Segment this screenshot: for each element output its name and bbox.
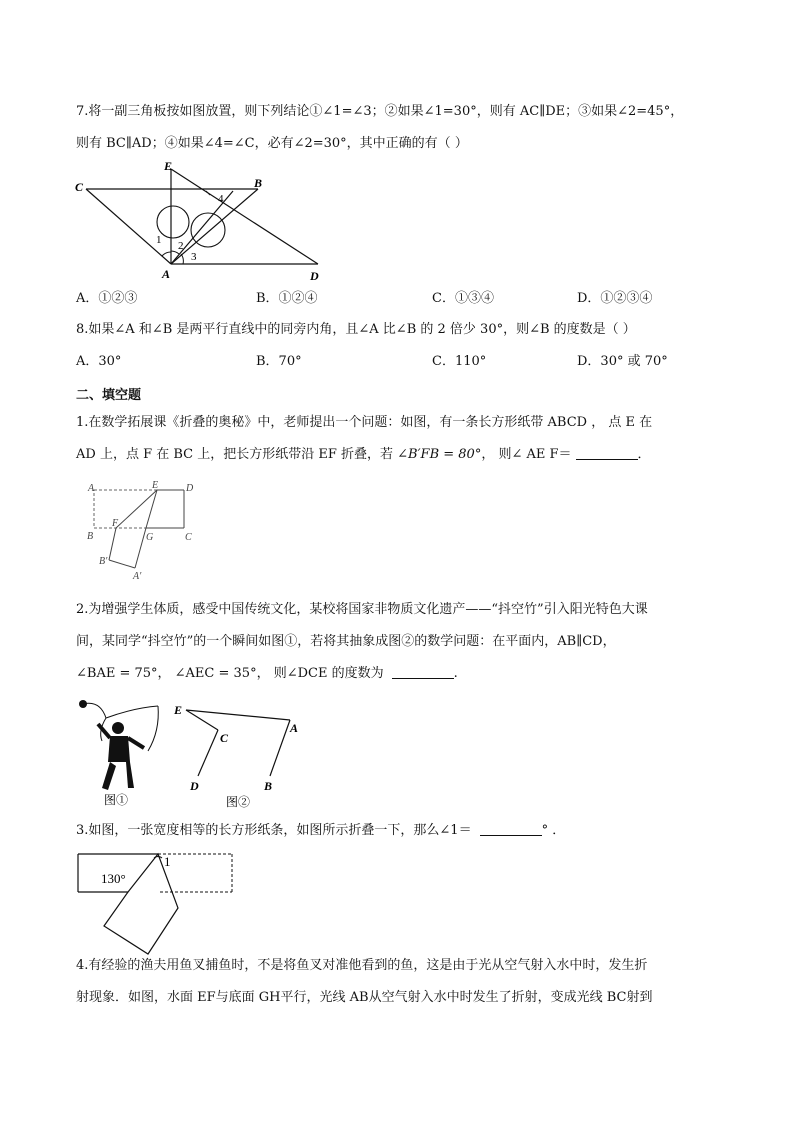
- q7-angle-2: 2: [178, 240, 184, 252]
- f3-angle-1: 1: [164, 854, 171, 869]
- f1-label-f: F: [112, 518, 119, 529]
- f3-text-line1-a: 3.如图，一张宽度相等的长方形纸条，如图所示折叠一下，那么∠1＝: [76, 823, 472, 838]
- q7-angle-1: 1: [156, 234, 162, 246]
- f2-label-d: D: [190, 779, 199, 793]
- f2-text-line3: [76, 664, 458, 684]
- q7-triangle-figure: [72, 158, 332, 282]
- f3-text-line1: [76, 821, 565, 841]
- f2-geometry-figure: [168, 698, 308, 810]
- f2-answer-blank[interactable]: [392, 664, 454, 679]
- f3-paper-strip-figure: [76, 848, 240, 958]
- f1-text-line1: 1.在数学拓展课《折叠的奥秘》中，老师提出一个问题：如图，有一条长方形纸带 ABCD ， 点 E 在: [76, 415, 653, 430]
- f1-math-angle: ∠B′FB = 80°: [397, 447, 482, 462]
- f1-label-a: A: [88, 483, 95, 494]
- f1-label-b: B: [87, 531, 94, 542]
- f1-label-b-prime: B′: [99, 556, 108, 567]
- q7-label-d: D: [310, 269, 319, 282]
- q7-label-b: B: [254, 176, 263, 190]
- q7-angle-3: 3: [191, 251, 197, 263]
- f1-label-c: C: [185, 532, 192, 543]
- f1-label-d: D: [186, 483, 194, 494]
- q8-option-b[interactable]: B．70°: [256, 354, 302, 369]
- q7-text-line2: 则有 BC∥AD；④如果∠4=∠C，必有∠2=30°，其中正确的有（ ）: [76, 136, 468, 151]
- f2-label-e: E: [174, 703, 183, 717]
- q8-option-d[interactable]: D．30° 或 70°: [577, 354, 668, 369]
- q8-option-c[interactable]: C．110°: [432, 354, 487, 369]
- f1-label-a-prime: A′: [133, 571, 142, 582]
- f2-label-a: A: [290, 721, 299, 735]
- f4-text-line2: 射现象．如图，水面 EF与底面 GH平行，光线 AB从空气射入水中时发生了折射，变成光线 BC射到: [76, 990, 653, 1005]
- f1-text-line2-b: ， 则∠ AE F＝: [481, 447, 572, 462]
- section-title-fill-in: 二、填空题: [76, 388, 142, 403]
- q7-angle-4: 4: [218, 193, 224, 205]
- q7-text-line1: 7.将一副三角板按如图放置，则下列结论①∠1=∠3；②如果∠1=30°，则有 AC∥DE；③如果∠2=45°，: [76, 104, 684, 119]
- q7-option-c[interactable]: C．①③④: [432, 291, 494, 306]
- q7-label-a: A: [162, 267, 171, 281]
- f2-fig2-caption: 图②: [226, 795, 251, 809]
- f2-text-line3-end: .: [453, 666, 458, 681]
- q8-option-a[interactable]: A．30°: [76, 354, 122, 369]
- f1-fold-figure: [84, 478, 204, 584]
- f1-label-e: E: [152, 480, 159, 491]
- q7-option-b[interactable]: B．①②④: [256, 291, 318, 306]
- f2-diabolo-illustration: [78, 696, 168, 808]
- f3-answer-blank[interactable]: [480, 821, 542, 836]
- f2-label-b: B: [264, 779, 273, 793]
- f1-text-line2-a: AD 上，点 F 在 BC 上，把长方形纸带沿 EF 折叠，若: [76, 447, 398, 462]
- f3-angle-130: 130°: [101, 871, 126, 886]
- q8-text-line1: 8.如果∠A 和∠B 是两平行直线中的同旁内角，且∠A 比∠B 的 2 倍少 30°，则∠B 的度数是（ ）: [76, 322, 636, 337]
- f1-text-line2-end: ．: [637, 447, 651, 462]
- f1-answer-blank[interactable]: [576, 445, 638, 460]
- q7-option-d[interactable]: D．①②③④: [577, 291, 653, 306]
- f3-text-line1-end: ° ．: [541, 823, 566, 838]
- f1-label-g: G: [146, 532, 154, 543]
- f4-text-line1: 4.有经验的渔夫用鱼叉捕鱼时，不是将鱼叉对准他看到的鱼，这是由于光从空气射入水中时，发生折: [76, 958, 648, 973]
- q7-option-a[interactable]: A．①②③: [76, 291, 138, 306]
- f2-text-line3-a: ∠BAE = 75°， ∠AEC = 35°， 则∠DCE 的度数为: [76, 666, 384, 681]
- q7-label-c: C: [75, 180, 84, 194]
- f2-text-line2: 间，某同学“抖空竹”的一个瞬间如图①，若将其抽象成图②的数学问题：在平面内，AB∥CD，: [76, 634, 616, 649]
- f2-text-line1: 2.为增强学生体质，感受中国传统文化，某校将国家非物质文化遗产——“抖空竹”引入阳光特色大课: [76, 602, 648, 617]
- q7-label-e: E: [164, 159, 173, 173]
- f1-text-line2: [76, 445, 651, 465]
- f2-label-c: C: [220, 731, 229, 745]
- f2-fig1-caption: 图①: [104, 793, 129, 807]
